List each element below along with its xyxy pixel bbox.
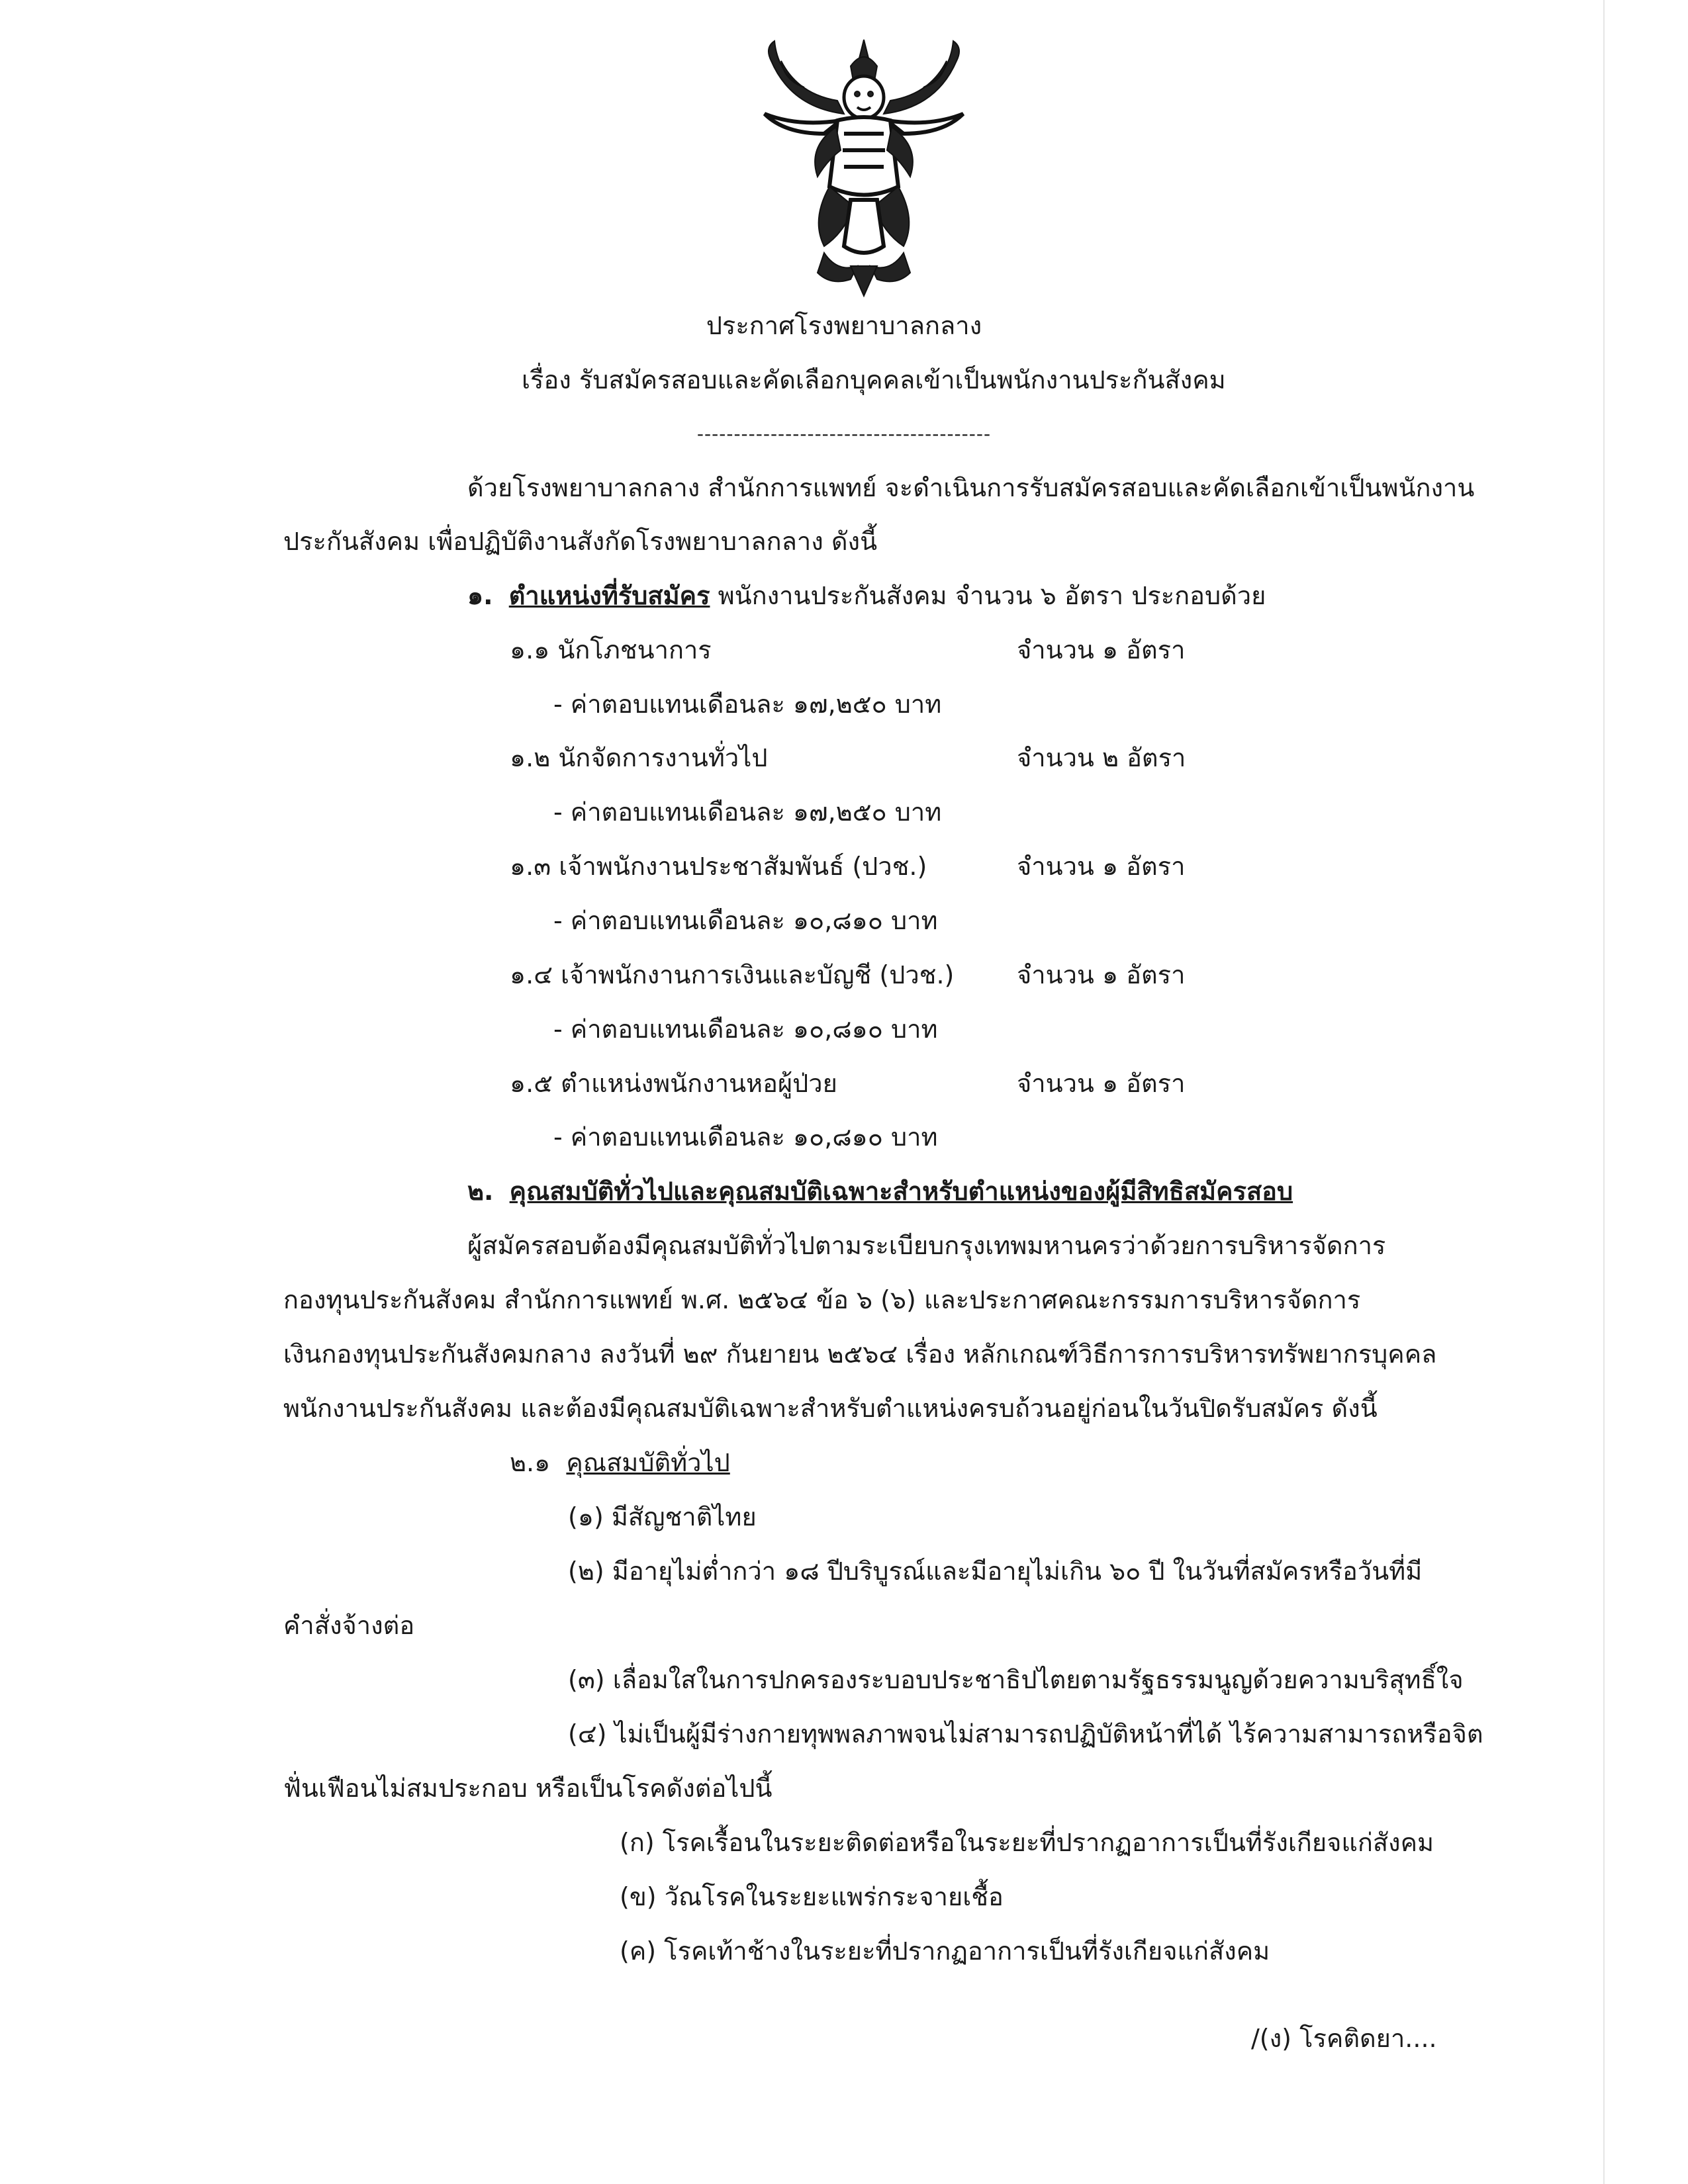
section-1-heading-line (467, 580, 1266, 612)
intro-line-2: ประกันสังคม เพื่อปฏิบัติงานสังกัดโรงพยาบาลกลาง ดังนี้ (283, 527, 878, 556)
title-divider: ---------------------------------------- (696, 423, 992, 445)
announcement-title: ประกาศโรงพยาบาลกลาง (706, 311, 982, 340)
qualification-4-line-1: (๔) ไม่เป็นผู้มีร่างกายทุพพลภาพจนไม่สามารถปฏิบัติหน้าที่ได้ ไร้ความสามารถหรือจิต (568, 1719, 1483, 1749)
section-2-heading-line (467, 1175, 1293, 1207)
subsection-2-1-number: ๒.๑ (510, 1448, 551, 1477)
garuda-emblem-icon (745, 34, 983, 299)
position-title: ๑.๑ นักโภชนาการ (510, 635, 712, 664)
qualification-1: (๑) มีสัญชาติไทย (568, 1502, 757, 1531)
position-count: จำนวน ๑ อัตรา (1017, 1069, 1186, 1098)
qualification-4-line-2: ฟั่นเฟือนไม่สมประกอบ หรือเป็นโรคดังต่อไปนี้ (283, 1774, 773, 1803)
qualification-2-line-1: (๒) มีอายุไม่ต่ำกว่า ๑๘ ปีบริบูรณ์และมีอายุไม่เกิน ๖๐ ปี ในวันที่สมัครหรือวันที่มี (568, 1557, 1423, 1586)
position-title: ๑.๔ เจ้าพนักงานการเงินและบัญชี (ปวช.) (510, 960, 955, 989)
section-1-heading: ตำแหน่งที่รับสมัคร (508, 581, 710, 610)
qualification-2-line-2: คำสั่งจ้างต่อ (283, 1611, 415, 1640)
position-count: จำนวน ๑ อัตรา (1017, 960, 1186, 989)
position-salary: - ค่าตอบแทนเดือนละ ๑๐,๘๑๐ บาท (553, 906, 938, 935)
position-title: ๑.๒ นักจัดการงานทั่วไป (510, 743, 768, 772)
position-salary: - ค่าตอบแทนเดือนละ ๑๐,๘๑๐ บาท (553, 1122, 938, 1152)
disease-item: (ข) วัณโรคในระยะแพร่กระจายเชื้อ (620, 1882, 1004, 1911)
section-2-paragraph-line: พนักงานประกันสังคม และต้องมีคุณสมบัติเฉพาะสำหรับตำแหน่งครบถ้วนอยู่ก่อนในวันปิดรับสมัคร ดังนี้ (283, 1394, 1378, 1423)
position-salary: - ค่าตอบแทนเดือนละ ๑๗,๒๕๐ บาท (553, 690, 942, 719)
subsection-2-1-title: คุณสมบัติทั่วไป (566, 1448, 730, 1477)
position-salary: - ค่าตอบแทนเดือนละ ๑๐,๘๑๐ บาท (553, 1015, 938, 1044)
position-title: ๑.๓ เจ้าพนักงานประชาสัมพันธ์ (ปวช.) (510, 852, 927, 881)
position-title: ๑.๕ ตำแหน่งพนักงานหอผู้ป่วย (510, 1069, 837, 1098)
section-2-paragraph-line: กองทุนประกันสังคม สำนักการแพทย์ พ.ศ. ๒๕๖๔ ข้อ ๖ (๖) และประกาศคณะกรรมการบริหารจัดการ (283, 1285, 1361, 1314)
position-salary: - ค่าตอบแทนเดือนละ ๑๗,๒๕๐ บาท (553, 797, 942, 827)
position-count: จำนวน ๑ อัตรา (1017, 635, 1186, 664)
section-1-number: ๑. (467, 581, 493, 610)
page-continuation: /(ง) โรคติดยา.... (1251, 2024, 1437, 2053)
section-1-rest: พนักงานประกันสังคม จำนวน ๖ อัตรา ประกอบด้วย (710, 581, 1266, 610)
section-2-paragraph-line: เงินกองทุนประกันสังคมกลาง ลงวันที่ ๒๙ กันยายน ๒๕๖๔ เรื่อง หลักเกณฑ์วิธีการการบริหารทรัพยากรบุคคล (283, 1340, 1437, 1369)
disease-item: (ก) โรคเรื้อนในระยะติดต่อหรือในระยะที่ปรากฏอาการเป็นที่รังเกียจแก่สังคม (620, 1828, 1434, 1857)
disease-item: (ค) โรคเท้าช้างในระยะที่ปรากฏอาการเป็นที่รังเกียจแก่สังคม (620, 1936, 1270, 1966)
section-2-paragraph-line: ผู้สมัครสอบต้องมีคุณสมบัติทั่วไปตามระเบียบกรุงเทพมหานครว่าด้วยการบริหารจัดการ (467, 1231, 1386, 1260)
position-count: จำนวน ๑ อัตรา (1017, 852, 1186, 881)
announcement-subject: เรื่อง รับสมัครสอบและคัดเลือกบุคคลเข้าเป็นพนักงานประกันสังคม (522, 365, 1226, 394)
intro-line-1: ด้วยโรงพยาบาลกลาง สำนักการแพทย์ จะดำเนินการรับสมัครสอบและคัดเลือกเข้าเป็นพนักงาน (467, 473, 1475, 502)
subsection-2-1-heading (510, 1447, 730, 1479)
section-2-number: ๒. (467, 1177, 494, 1206)
position-count: จำนวน ๒ อัตรา (1017, 743, 1186, 772)
section-2-heading: คุณสมบัติทั่วไปและคุณสมบัติเฉพาะสำหรับตำแหน่งของผู้มีสิทธิสมัครสอบ (509, 1177, 1293, 1206)
qualification-3: (๓) เลื่อมใสในการปกครองระบอบประชาธิปไตยตามรัฐธรรมนูญด้วยความบริสุทธิ์ใจ (568, 1665, 1464, 1694)
